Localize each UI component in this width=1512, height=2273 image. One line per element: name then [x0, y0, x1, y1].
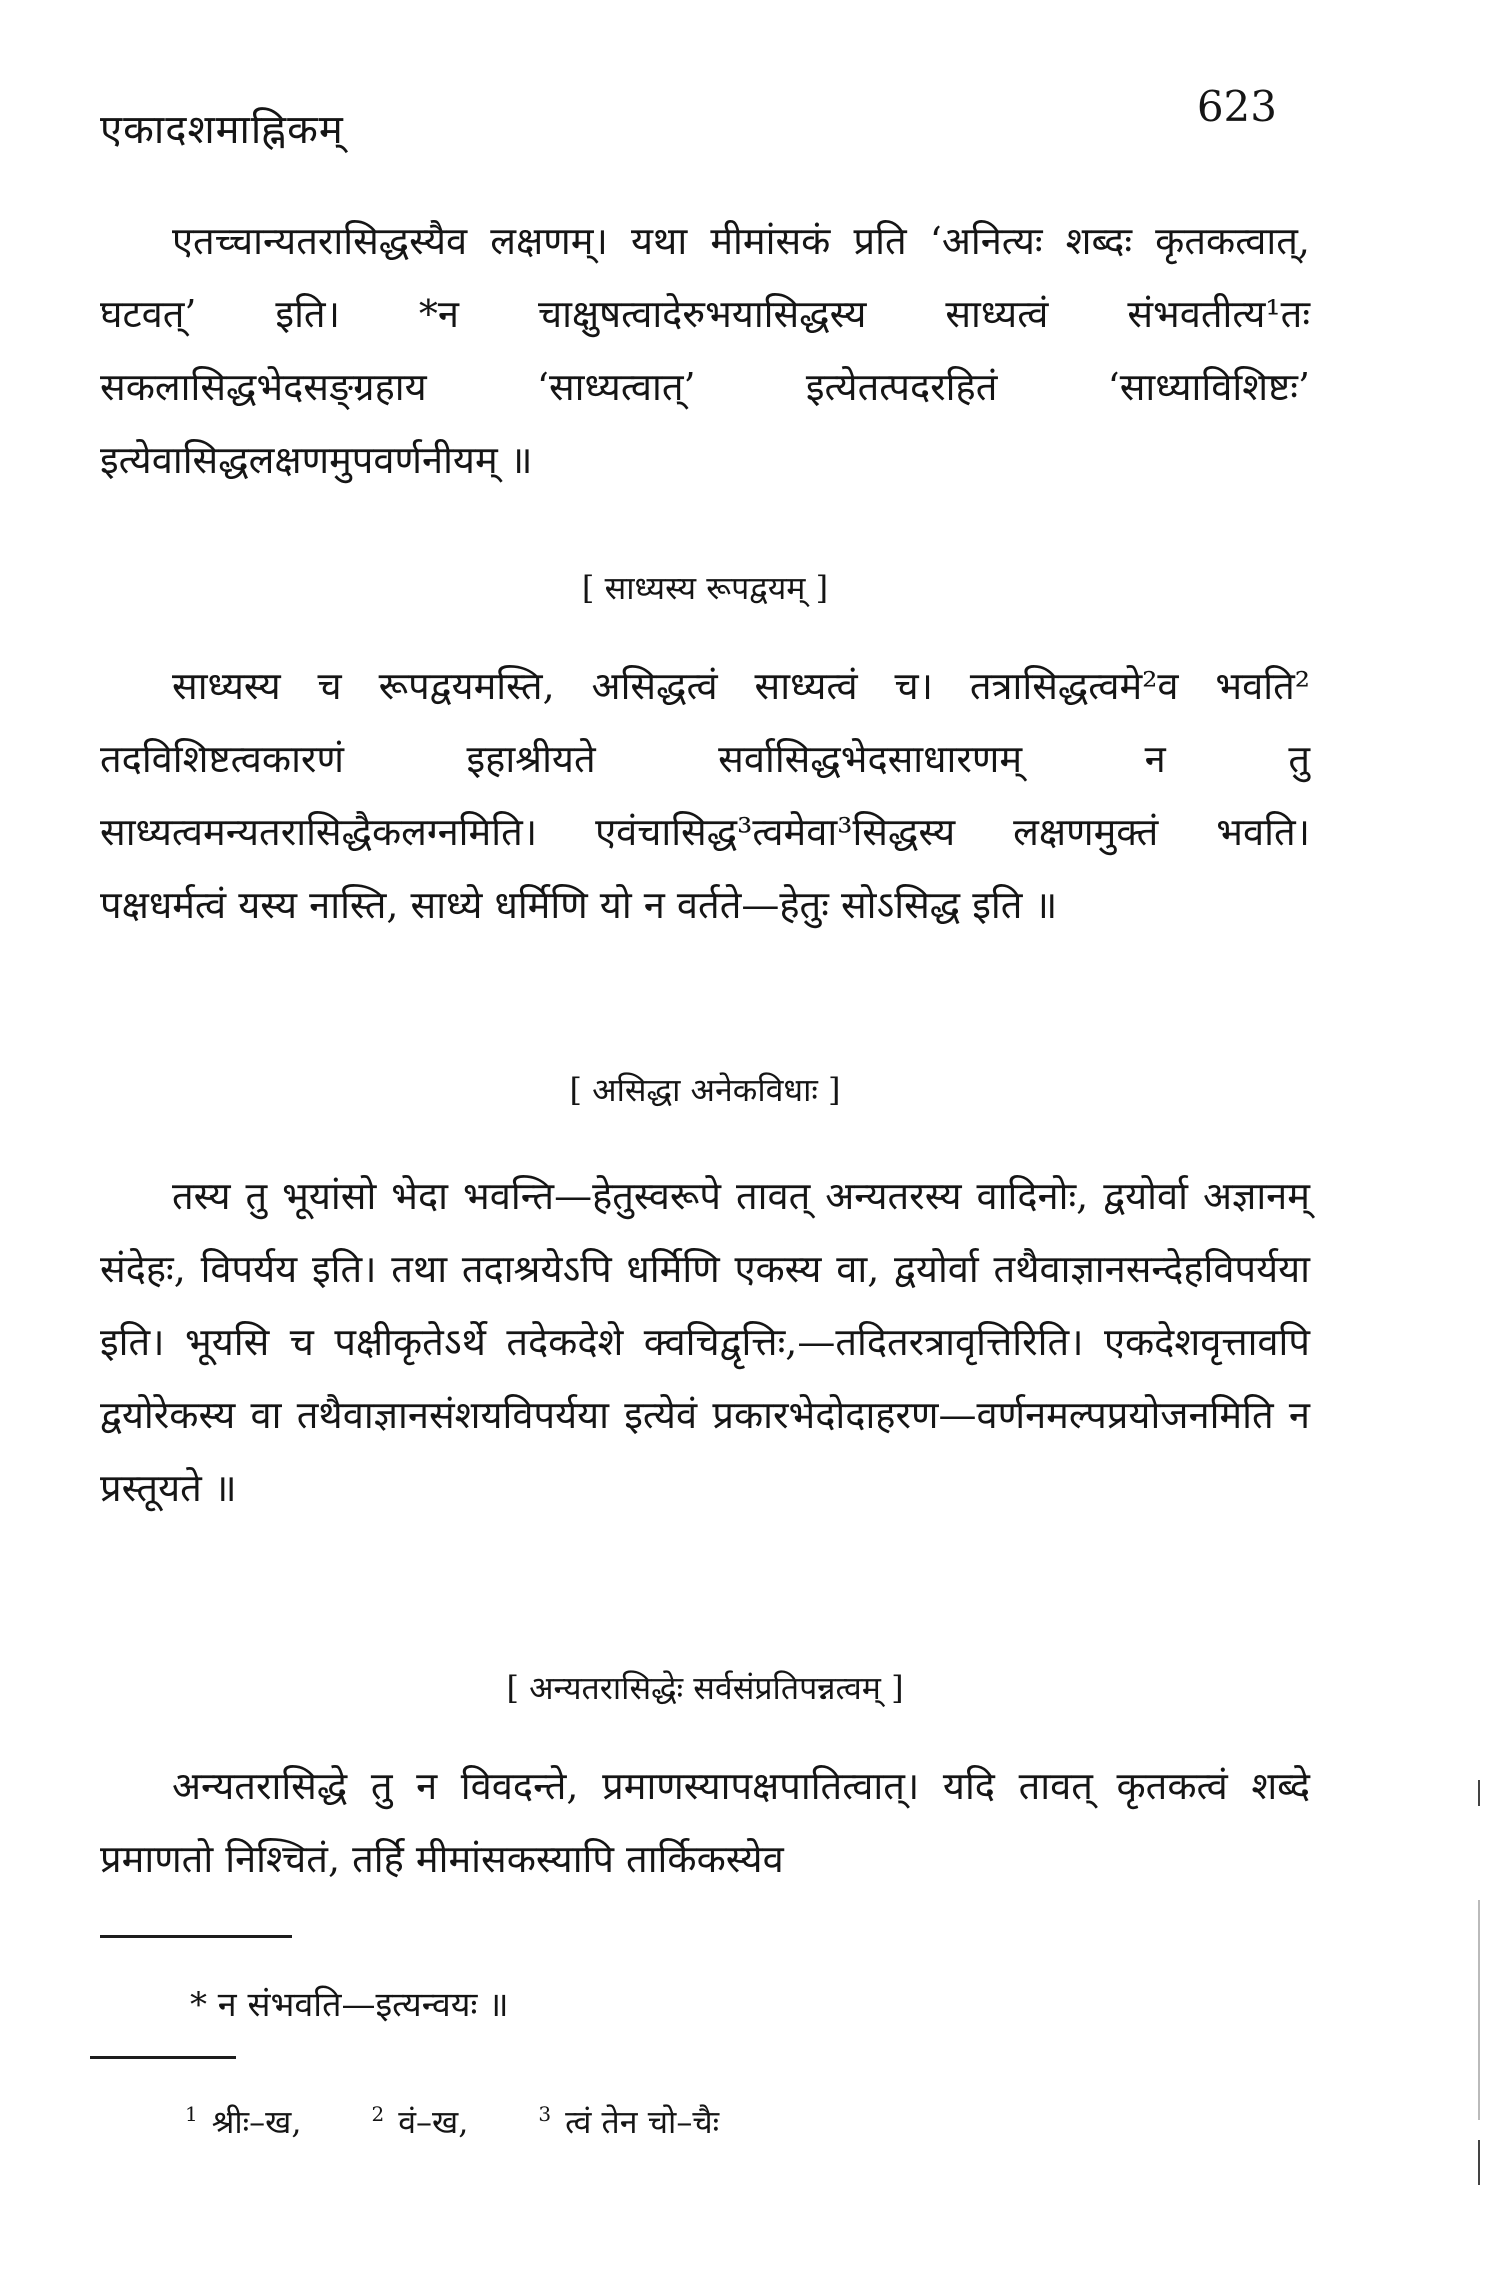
section-heading-1: [ साध्यस्य रूपद्वयम् ]	[581, 569, 829, 607]
section-heading-2: [ असिद्धा अनेकविधाः ]	[569, 1071, 841, 1109]
variant-mark: 3	[538, 2102, 552, 2127]
variant-readings	[185, 2100, 719, 2143]
page-number: 623	[1196, 82, 1277, 131]
variant-text: त्वं तेन चो–चैः	[565, 2103, 720, 2141]
section-heading-3: [ अन्यतरासिद्धेः सर्वसंप्रतिपन्नत्वम् ]	[506, 1669, 904, 1707]
running-title: एकादशमाह्निकम्	[100, 107, 344, 153]
variant-text: वं–ख,	[398, 2103, 469, 2141]
paragraph-1: एतच्चान्यतरासिद्धस्यैव लक्षणम्। यथा मीमांसकं प्रति ‘अनित्यः शब्दः कृतकत्वात्, घटवत्’ इति। *न चाक्षुषत्वादेरुभयासिद्धस्य साध्यत्वं संभवतीत्य¹तः सकलासिद्धभेदसङ्ग्रहाय ‘साध्यत्वात्’ इत्येतत्पदरहितं ‘साध्याविशिष्टः’ इत्येवासिद्धलक्षणमुपवर्णनीयम् ॥	[100, 219, 1310, 482]
variant-reading-1	[185, 2100, 302, 2143]
scan-margin-mark	[1478, 1900, 1480, 2120]
variant-text: श्रीः–ख,	[211, 2103, 302, 2141]
variant-mark: 1	[185, 2102, 198, 2127]
scan-margin-mark	[1478, 1780, 1480, 1806]
variant-mark: 2	[371, 2102, 385, 2127]
paragraph-2: साध्यस्य च रूपद्वयमस्ति, असिद्धत्वं साध्यत्वं च। तत्रासिद्धत्वमे²व भवति² तदविशिष्टत्वकारणं इहाश्रीयते सर्वासिद्धभेदसाधारणम् न तु साध्यत्वमन्यतरासिद्धैकलग्नमिति। एवंचासिद्ध³त्वमेवा³सिद्धस्य लक्षणमुक्तं भवति। पक्षधर्मत्वं यस्य नास्ति, साध्ये धर्मिणि यो न वर्तते—हेतुः सोऽसिद्ध इति ॥	[100, 664, 1310, 927]
variant-divider	[90, 2056, 236, 2059]
scan-margin-mark	[1478, 2140, 1480, 2185]
variant-reading-2	[372, 2100, 469, 2143]
footnote-divider	[100, 1935, 292, 1938]
star-footnote: * न संभवति—इत्यन्वयः ॥	[190, 1985, 509, 2025]
paragraph-4: अन्यतरासिद्धे तु न विवदन्ते, प्रमाणस्यापक्षपातित्वात्। यदि तावत् कृतकत्वं शब्दे प्रमाणतो निश्चितं, तर्हि मीमांसकस्यापि तार्किकस्येव	[100, 1764, 1310, 1881]
paragraph-3: तस्य तु भूयांसो भेदा भवन्ति—हेतुस्वरूपे तावत् अन्यतरस्य वादिनोः, द्वयोर्वा अज्ञानम् संदेहः, विपर्यय इति। तथा तदाश्रयेऽपि धर्मिणि एकस्य वा, द्वयोर्वा तथैवाज्ञानसन्देहविपर्यया इति। भूयसि च पक्षीकृतेऽर्थे तदेकदेशे क्वचिद्वृत्तिः,—तदितरत्रावृत्तिरिति। एकदेशवृत्तावपि द्वयोरेकस्य वा तथैवाज्ञानसंशयविपर्यया इत्येवं प्रकारभेदोदाहरण—वर्णनमल्पप्रयोजनमिति न प्रस्तूयते ॥	[100, 1174, 1310, 1510]
variant-reading-3	[538, 2100, 719, 2143]
